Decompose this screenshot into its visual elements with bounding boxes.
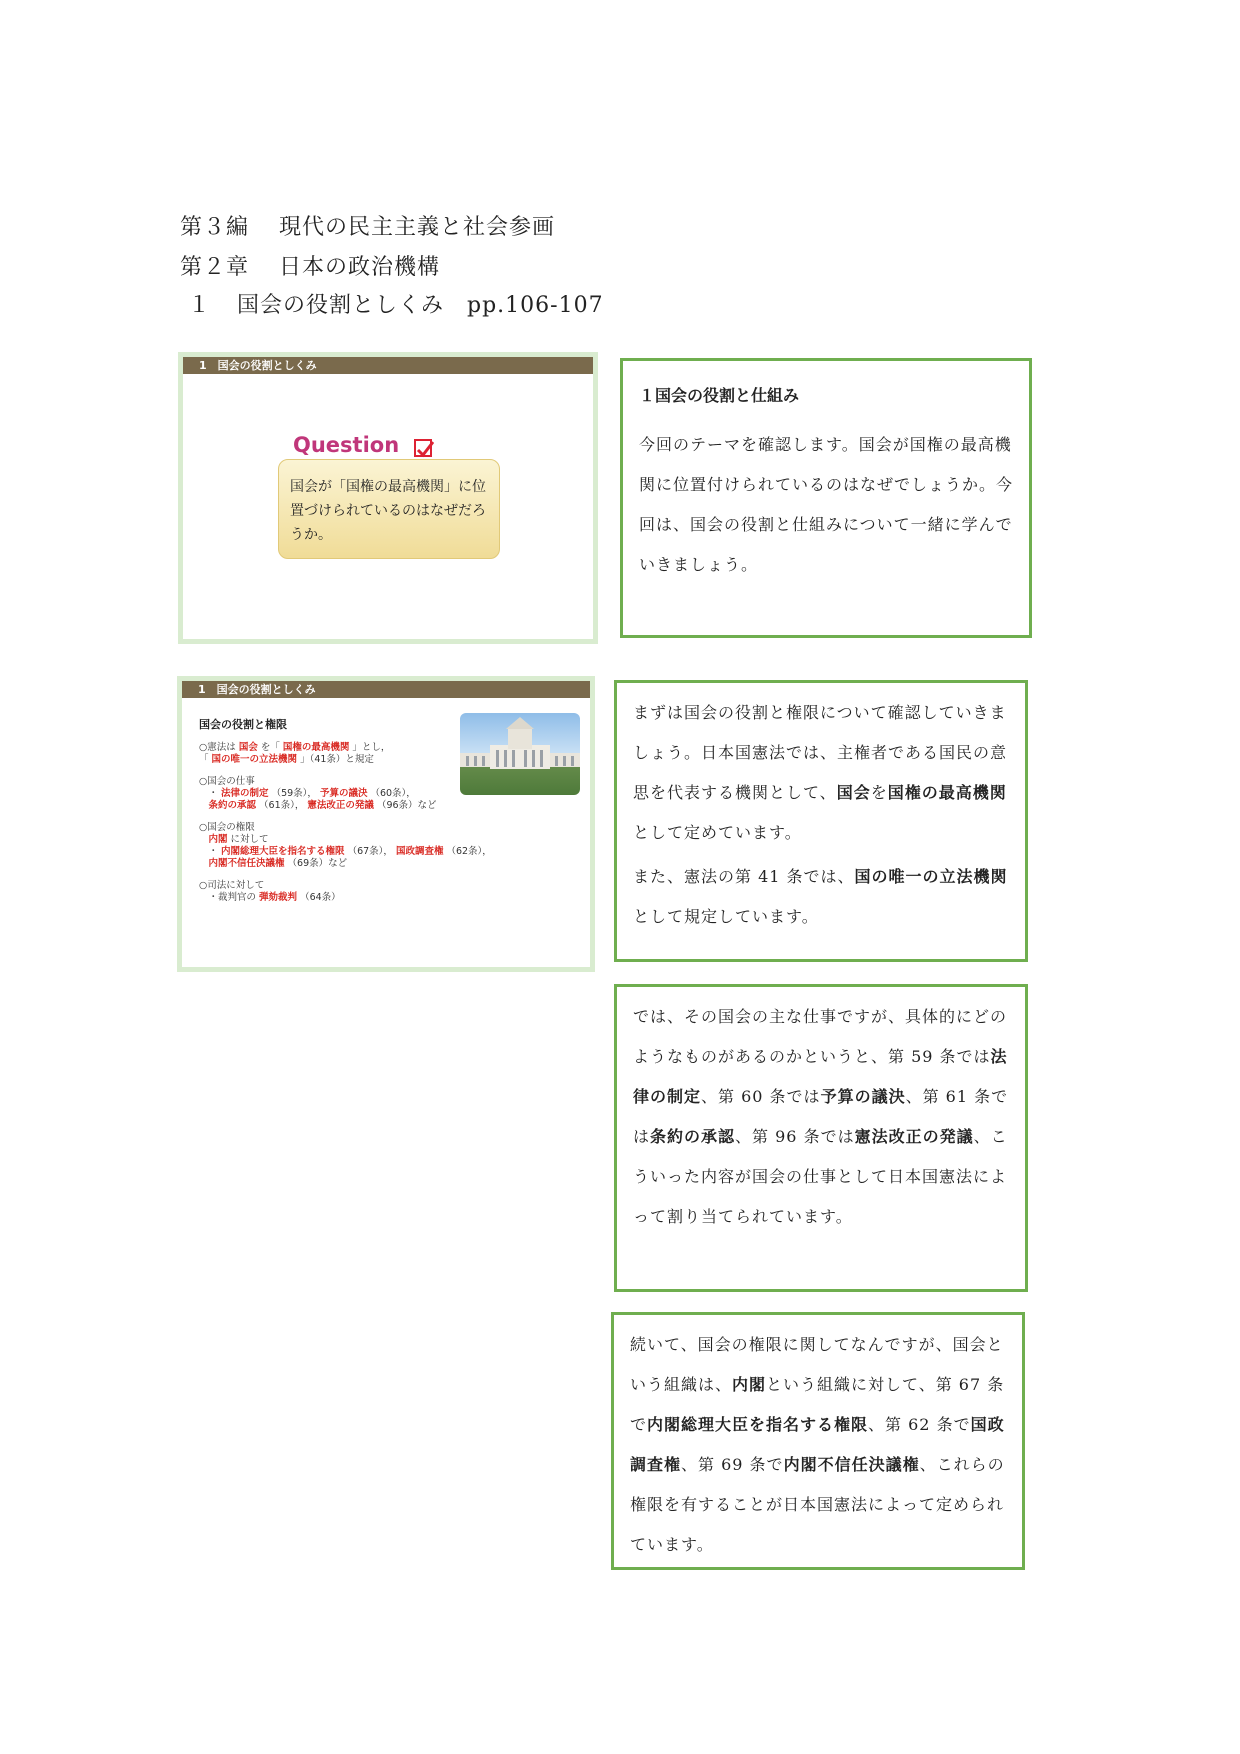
keyword: 国の唯一の立法機関 <box>854 867 1008 886</box>
text-segment: 、こういった内容が国会の仕事として日本国憲法によって割り当てられています。 <box>633 1127 1008 1226</box>
keyword: 内閣総理大臣を指名する権限 <box>647 1415 869 1434</box>
keyword: 法律の制定 <box>221 788 269 799</box>
box-paragraph <box>630 1325 1008 1565</box>
box-text: 今回のテーマを確認します。国会が国権の最高機関に位置付けられているのはなぜでしょうか。今回は、国会の役割と仕組みについて一緒に学んでいきましょう。 <box>639 435 1014 574</box>
text-segment: 、第 96 条では <box>735 1127 855 1146</box>
keyword: 憲法改正の発議 <box>307 800 374 811</box>
header-line-2 <box>180 250 440 281</box>
keyword: 条約の承認 <box>650 1127 736 1146</box>
slide-bar: 1 国会の役割としくみ <box>182 681 590 698</box>
text-segment: ○憲法は <box>199 742 239 753</box>
text-box-powers <box>611 1312 1025 1570</box>
question-text: 国会が「国権の最高機関」に位置づけられているのはなぜだろうか。 <box>290 479 486 543</box>
text-segment: ○国会の権限 <box>199 822 255 833</box>
question-card <box>278 433 500 559</box>
keyword: 予算の議決 <box>820 1087 906 1106</box>
keyword: 内閣 <box>208 834 228 845</box>
text-segment: 」（41条）と規定 <box>297 754 374 765</box>
slide-line <box>199 855 347 869</box>
box-title: １国会の役割と仕組み <box>639 386 800 405</box>
text-segment: （61条）， <box>256 800 308 811</box>
slide-line <box>199 797 437 811</box>
chapter-title: 日本の政治機構 <box>279 255 441 280</box>
text-segment: ・ <box>199 846 222 857</box>
keyword: 内閣不信任決議権 <box>208 858 285 869</box>
keyword: 国政調査権 <box>630 1415 1005 1474</box>
keyword: 憲法改正の発議 <box>854 1127 974 1146</box>
keyword: 弾劾裁判 <box>259 892 298 903</box>
slide-section-title: 国会の役割と権限 <box>199 718 287 731</box>
keyword: 内閣総理大臣を指名する権限 <box>221 846 345 857</box>
text-segment: （59条）， <box>268 788 320 799</box>
box-paragraph <box>633 857 1011 937</box>
text-segment: また、憲法の第 41 条では、 <box>633 867 855 886</box>
header-line-1 <box>180 210 555 241</box>
text-segment: （60条）， <box>367 788 416 799</box>
text-segment: ・ <box>199 788 222 799</box>
slide-question <box>178 352 598 644</box>
text-segment: 続いて、国会の権限に関してなんですが、国会という組織は、 <box>630 1335 1004 1394</box>
keyword: 国政調査権 <box>395 846 444 857</box>
section-number: １ <box>188 293 212 318</box>
keyword: 国の唯一の立法機関 <box>211 754 298 765</box>
keyword: 法律の制定 <box>633 1047 1008 1106</box>
text-segment: 、第 61 条では <box>633 1087 1009 1146</box>
text-segment: を <box>870 783 888 802</box>
question-word: Question <box>293 433 400 457</box>
text-segment: 」とし， <box>349 742 391 753</box>
keyword: 予算の議決 <box>319 788 368 799</box>
text-segment: （64条） <box>297 892 341 903</box>
text-segment: に対して <box>227 834 269 845</box>
part-title: 現代の民主主義と社会参画 <box>279 215 556 240</box>
checkbox-icon <box>414 439 432 457</box>
text-segment: 「 <box>199 754 212 765</box>
text-segment: （69条）など <box>284 858 348 869</box>
text-segment: 、第 60 条では <box>701 1087 821 1106</box>
text-segment <box>199 800 209 811</box>
keyword: 国会 <box>836 783 871 802</box>
text-segment: では、その国会の主な仕事ですが、具体的にどのようなものがあるのかというと、第 59 条では <box>633 1007 1008 1066</box>
section-title: 国会の役割としくみ pp.106-107 <box>237 293 604 318</box>
keyword: 国会 <box>238 742 258 753</box>
slide-bar: 1 国会の役割としくみ <box>183 357 593 374</box>
slide-line <box>199 889 341 903</box>
text-segment: （67条）， <box>344 846 396 857</box>
keyword: 内閣 <box>732 1375 767 1394</box>
text-segment: として規定しています。 <box>633 907 819 926</box>
text-segment: を「 <box>257 742 283 753</box>
text-box-duties <box>614 984 1028 1292</box>
diet-building-photo <box>460 713 580 795</box>
text-segment: 、第 62 条で <box>868 1415 971 1434</box>
text-box-roles <box>614 680 1028 962</box>
part-number: 第３編 <box>180 215 250 240</box>
keyword: 内閣不信任決議権 <box>783 1455 920 1474</box>
header-line-3 <box>188 288 604 319</box>
slide-line <box>199 751 374 765</box>
text-segment: ○国会の仕事 <box>199 776 255 787</box>
keyword: 国権の最高機関 <box>887 783 1007 802</box>
chapter-number: 第２章 <box>180 255 250 280</box>
box-paragraph <box>633 997 1011 1237</box>
text-box-intro <box>620 358 1032 638</box>
text-segment: ○司法に対して <box>199 880 265 891</box>
text-segment: （96条）など <box>373 800 437 811</box>
text-segment: まずは国会の役割と権限について確認していきましょう。日本国憲法では、主権者である国民の意思を代表する機関として、 <box>633 703 1008 802</box>
slide-roles <box>177 676 595 972</box>
text-segment: ・裁判官の <box>199 892 260 903</box>
text-segment: という組織に対して、第 67 条で <box>630 1375 1005 1434</box>
text-segment: として定めています。 <box>633 823 802 842</box>
text-segment: 、第 69 条で <box>681 1455 784 1474</box>
text-segment <box>199 858 209 869</box>
keyword: 条約の承認 <box>208 800 257 811</box>
keyword: 国権の最高機関 <box>282 742 350 753</box>
text-segment: （62条）， <box>443 846 492 857</box>
box-paragraph <box>633 693 1011 853</box>
text-segment: 、これらの権限を有することが日本国憲法によって定められています。 <box>630 1455 1005 1554</box>
